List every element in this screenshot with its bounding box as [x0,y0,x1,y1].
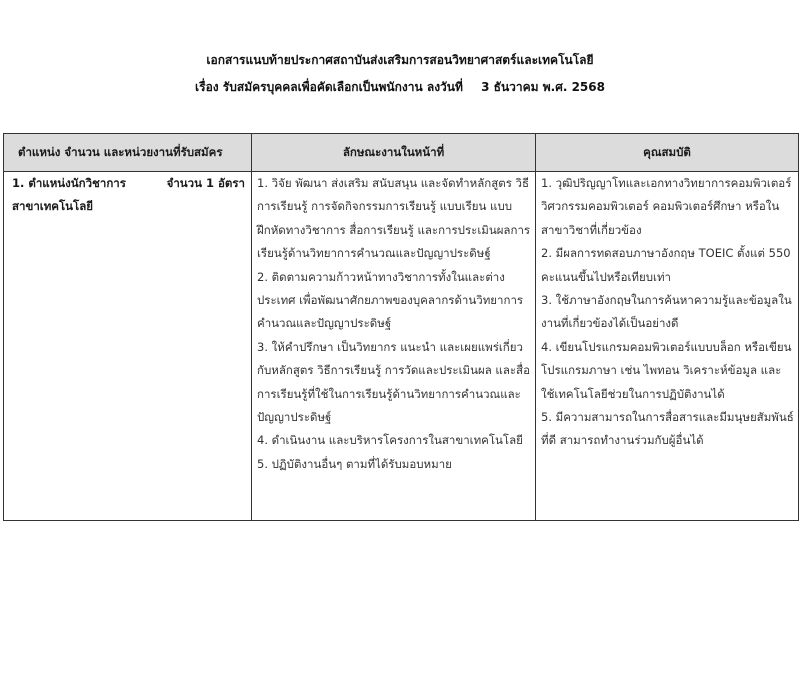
subject-text: เรื่อง รับสมัครบุคคลเพื่อคัดเลือกเป็นพนักงาน ลงวันที่ [195,80,463,94]
column-header-position: ตำแหน่ง จำนวน และหน่วยงานที่รับสมัคร [4,134,252,172]
announcement-date: 3 ธันวาคม พ.ศ. 2568 [481,80,605,94]
document-title: เอกสารแนบท้ายประกาศสถาบันส่งเสริมการสอนวิทยาศาสตร์และเทคโนโลยี [206,53,594,67]
duty-item: 5. ปฏิบัติงานอื่นๆ ตามที่ได้รับมอบหมาย [257,456,452,471]
duties-cell [252,172,536,521]
document-subject [0,78,800,97]
table-row [4,172,799,521]
qualification-item: 2. มีผลการทดสอบภาษาอังกฤษ TOEIC ตั้งแต่ 550 คะแนนขึ้นไปหรือเทียบเท่า [541,246,791,284]
position-unit: สาขาเทคโนโลยี [12,199,93,214]
duty-item: 1. วิจัย พัฒนา ส่งเสริม สนับสนุน และจัดทำหลักสูตร วิธีการเรียนรู้ การจัดกิจกรรมการเรียนรู้ แบบเรียน แบบฝึกหัดทางวิชาการ สื่อการเรียนรู้ และการประเมินผลการเรียนรู้ด้านวิทยาการคำนวณและปัญญาประดิษฐ์ [257,176,531,261]
column-header-duties: ลักษณะงานในหน้าที่ [252,134,536,172]
position-count: จำนวน 1 อัตรา [166,176,245,190]
position-cell [4,172,252,521]
positions-table [3,133,799,521]
duty-item: 4. ดำเนินงาน และบริหารโครงการในสาขาเทคโนโลยี [257,433,523,448]
qualification-item: 3. ใช้ภาษาอังกฤษในการค้นหาความรู้และข้อมูลในงานที่เกี่ยวข้องได้เป็นอย่างดี [541,293,792,331]
qualification-item: 4. เขียนโปรแกรมคอมพิวเตอร์แบบบล็อก หรือเขียนโปรแกรมภาษา เช่น ไพทอน วิเคราะห์ข้อมูล และใช้เทคโนโลยีช่วยในการปฏิบัติงานได้ [541,339,792,401]
duty-item: 3. ให้คำปรึกษา เป็นวิทยากร แนะนำ และเผยแพร่เกี่ยวกับหลักสูตร วิธีการเรียนรู้ การวัดและประเมินผล และสื่อการเรียนรู้ที่ใช้ในการเรียนรู้ด้านวิทยาการคำนวณและปัญญาประดิษฐ์ [257,339,530,425]
qualifications-cell [536,172,799,521]
duty-item: 2. ติดตามความก้าวหน้าทางวิชาการทั้งในและต่างประเทศ เพื่อพัฒนาศักยภาพของบุคลากรด้านวิทยาการคำนวณและปัญญาประดิษฐ์ [257,269,524,331]
qualification-item: 1. วุฒิปริญญาโทและเอกทางวิทยาการคอมพิวเตอร์ วิศวกรรมคอมพิวเตอร์ คอมพิวเตอร์ศึกษา หรือในสาขาวิชาที่เกี่ยวข้อง [541,176,792,237]
qualification-item: 5. มีความสามารถในการสื่อสารและมีมนุษยสัมพันธ์ที่ดี สามารถทำงานร่วมกับผู้อื่นได้ [541,410,794,448]
table-header-row [4,134,799,172]
position-title: 1. ตำแหน่งนักวิชาการ [12,176,126,190]
column-header-qualifications: คุณสมบัติ [536,134,799,172]
